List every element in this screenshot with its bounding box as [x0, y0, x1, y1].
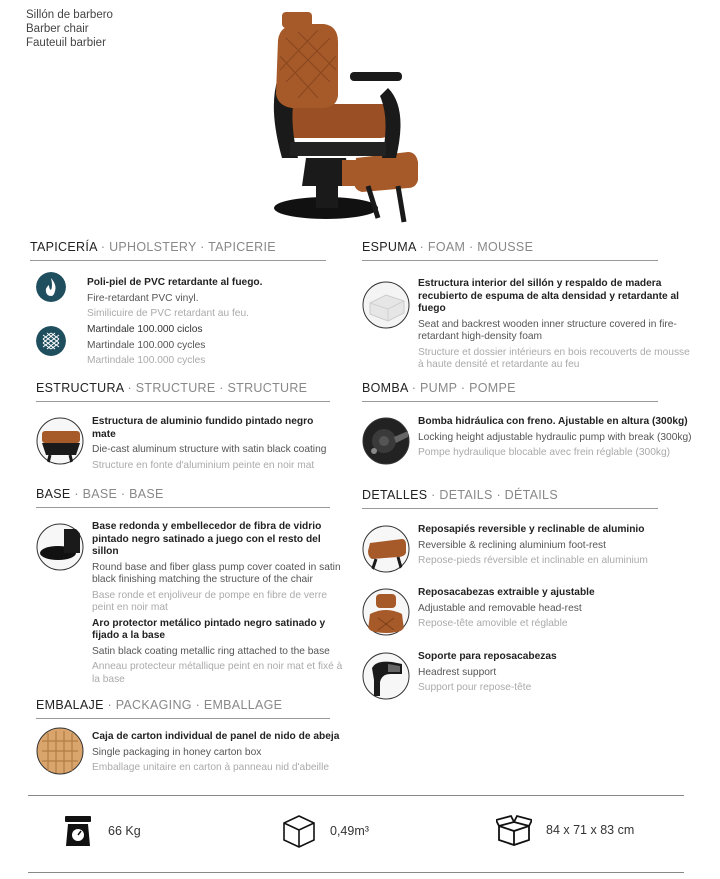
heading-main: ESTRUCTURA — [36, 381, 124, 395]
flame-icon — [36, 272, 66, 302]
scale-icon — [62, 814, 94, 848]
text-en-2: Satin black coating metallic ring attached to the base — [92, 645, 330, 657]
text-en: Reversible & reclining aluminium foot-rest — [418, 539, 606, 551]
round-base-icon — [36, 523, 84, 571]
text-es: Base redonda y embellecedor de fibra de vidrio pintado negro satinado a juego con el resto del sillon — [92, 521, 322, 557]
heading-main: BASE — [36, 487, 71, 501]
text-es: Poli-piel de PVC retardante al fuego. — [87, 277, 263, 288]
heading-main: BOMBA — [362, 381, 408, 395]
heading-rest: · PUMP · POMPE — [407, 381, 516, 395]
text-en: Locking height adjustable hydraulic pump with break (300kg) — [418, 431, 692, 443]
section-heading — [36, 698, 330, 719]
details-text-1 — [418, 524, 698, 571]
foam-text — [418, 278, 694, 375]
section-structure — [36, 381, 330, 402]
section-foam — [362, 240, 658, 261]
text-fr: Structure en fonte d'aluminium peinte en noir mat — [92, 459, 315, 471]
footer-top-divider — [28, 795, 684, 796]
heading-main: EMBALAJE — [36, 698, 104, 712]
footer-bottom-divider — [28, 872, 684, 873]
section-heading — [36, 487, 330, 508]
details-text-2 — [418, 587, 698, 634]
box-icon — [496, 814, 532, 846]
section-heading — [362, 381, 658, 402]
section-details — [362, 488, 658, 509]
cube-icon — [282, 814, 316, 848]
weight-value: 66 Kg — [108, 824, 141, 838]
text-es: Reposapiés reversible y reclinable de aluminio — [418, 524, 645, 535]
text-es: Reposacabezas extraible y ajustable — [418, 587, 595, 598]
heading-rest: · UPHOLSTERY · TAPICERIE — [97, 240, 276, 254]
pump-icon — [362, 417, 410, 465]
text-en: Single packaging in honey carton box — [92, 746, 262, 758]
headrest-icon — [362, 588, 410, 636]
heading-rest: · PACKAGING · EMBALLAGE — [103, 698, 283, 712]
text-fr: Emballage unitaire en carton à panneau nid d'abeille — [92, 762, 329, 773]
text-fr: Support pour repose-tête — [418, 682, 532, 693]
title-es: Sillón de barbero — [26, 9, 113, 21]
barber-chair-image — [258, 8, 448, 230]
heading-main: DETALLES — [362, 488, 428, 502]
product-title — [26, 8, 113, 50]
text-fr: Similicuire de PVC retardant au feu. — [87, 308, 249, 319]
text-fr: Base ronde et enjoliveur de pompe en fibre de verre peint en noir mat — [92, 589, 328, 613]
text-es: Soporte para reposacabezas — [418, 651, 557, 662]
text-es: Caja de carton individual de panel de nido de abeja — [92, 731, 340, 742]
text-fr-2: Anneau protecteur métallique peint en noir mat et fixé à la base — [92, 661, 343, 685]
heading-rest: · DETAILS · DÉTAILS — [427, 488, 558, 502]
section-heading — [362, 488, 658, 509]
heading-rest: · STRUCTURE · STRUCTURE — [123, 381, 308, 395]
text-es-2: Aro protector metálico pintado negro satinado y fijado a la base — [92, 617, 326, 641]
text-en: Adjustable and removable head-rest — [418, 602, 582, 614]
text-en: Headrest support — [418, 666, 497, 678]
footer-weight — [62, 814, 141, 848]
text-es: Martindale 100.000 ciclos — [87, 324, 203, 335]
upholstery-text-1 — [87, 277, 327, 324]
section-base — [36, 487, 330, 508]
text-fr: Repose-tête amovible et réglable — [418, 618, 568, 629]
heading-main: TAPICERÍA — [30, 240, 98, 254]
title-fr: Fauteuil barbier — [26, 37, 106, 49]
text-en: Seat and backrest wooden inner structure covered in fire-retardant high-density foam — [418, 318, 677, 342]
structure-text — [92, 416, 336, 475]
text-es: Estructura de aluminio fundido pintado negro mate — [92, 416, 314, 440]
volume-value: 0,49m³ — [330, 824, 369, 838]
pump-text — [418, 416, 698, 463]
section-upholstery — [30, 240, 326, 261]
upholstery-text-2 — [87, 324, 327, 371]
headrest-support-icon — [362, 652, 410, 700]
section-heading — [30, 240, 326, 261]
footer-volume — [282, 814, 369, 848]
section-packaging — [36, 698, 330, 719]
text-en: Die-cast aluminum structure with satin black coating — [92, 444, 327, 455]
text-es: Bomba hidráulica con freno. Ajustable en altura (300kg) — [418, 416, 688, 427]
details-text-3 — [418, 651, 698, 698]
title-en: Barber chair — [26, 23, 89, 35]
section-heading — [36, 381, 330, 402]
fabric-icon — [36, 326, 66, 356]
footrest-icon — [362, 525, 410, 573]
heading-rest: · BASE · BASE — [70, 487, 164, 501]
dimensions-value: 84 x 71 x 83 cm — [546, 823, 635, 837]
text-en: Fire-retardant PVC vinyl. — [87, 292, 199, 304]
text-fr: Pompe hydraulique blocable avec frein réglable (300kg) — [418, 447, 671, 458]
foam-block-icon — [362, 281, 410, 329]
honeycomb-icon — [36, 727, 84, 775]
chair-frame-icon — [36, 417, 84, 465]
section-heading — [362, 240, 658, 261]
footer-dimensions — [496, 814, 634, 846]
text-fr: Structure et dossier intérieurs en bois recouverts de mousse à haute densité et retardante au feu — [418, 346, 690, 370]
packaging-text — [92, 731, 352, 778]
text-fr: Martindale 100.000 cycles — [87, 355, 206, 366]
text-es: Estructura interior del sillón y respaldo de madera recubierto de espuma de alta densidad y retardante al fuego — [418, 278, 679, 314]
text-en: Martindale 100.000 cycles — [87, 339, 206, 351]
text-en: Round base and fiber glass pump cover coated in satin black finishing matching the structure of the chair — [92, 561, 341, 585]
text-fr: Repose-pieds réversible et inclinable en aluminium — [418, 555, 648, 566]
heading-main: ESPUMA — [362, 240, 416, 254]
base-text — [92, 521, 344, 689]
section-pump — [362, 381, 658, 402]
heading-rest: · FOAM · MOUSSE — [415, 240, 534, 254]
